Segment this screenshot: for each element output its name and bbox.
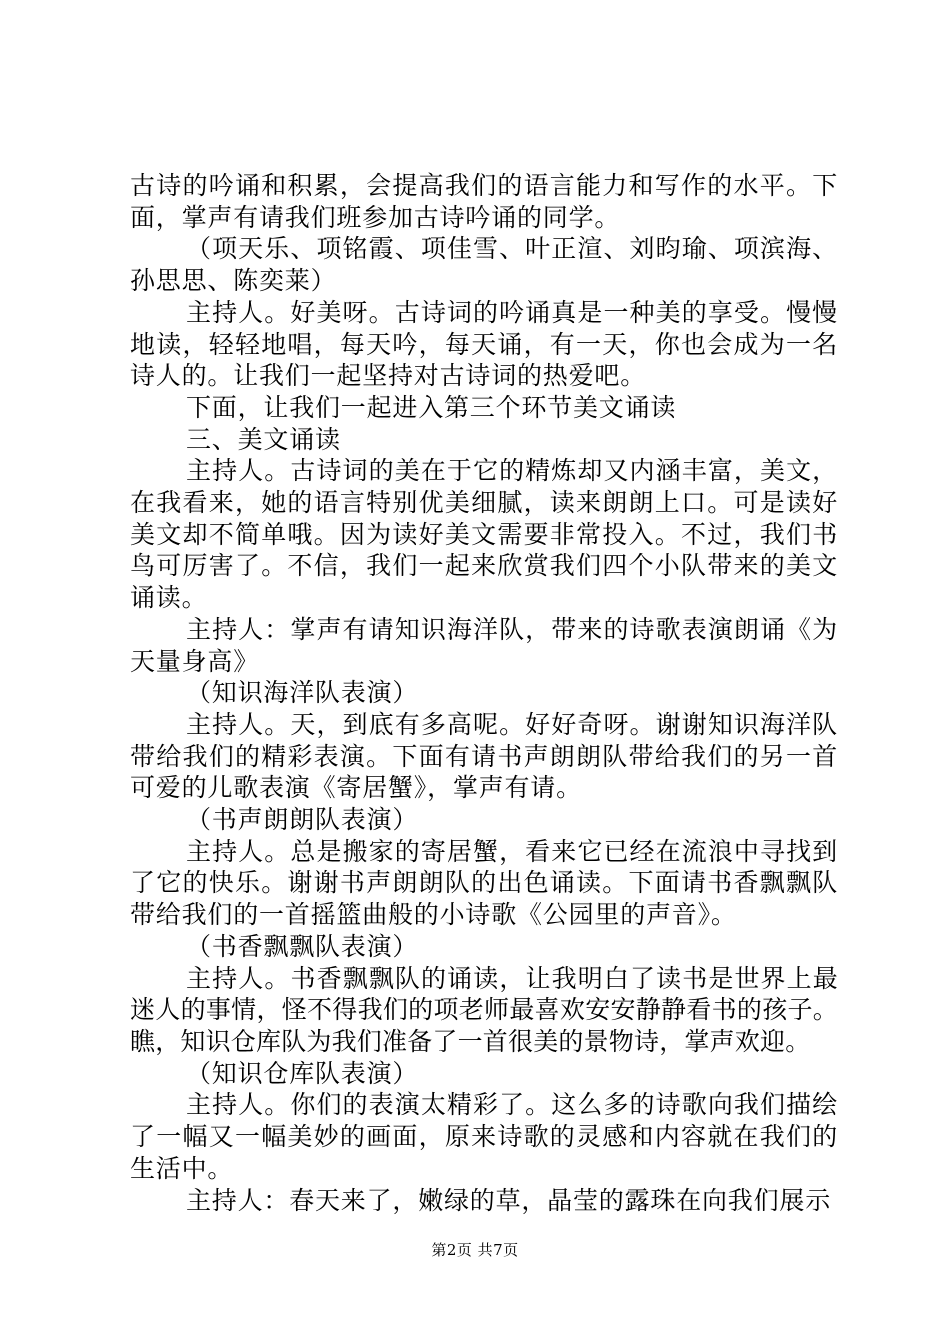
paragraph-intro-continued: 古诗的吟诵和积累，会提高我们的语言能力和写作的水平。下面，掌声有请我们班参加古诗吟诵的同学。 [130, 171, 838, 232]
paragraph-student-list: （项天乐、项铭霞、项佳雪、叶正渲、刘昀瑜、项滨海、孙思思、陈奕莱） [130, 234, 838, 296]
paragraph-host-team3-invite: 主持人。总是搬家的寄居蟹，看来它已经在流浪中寻找到了它的快乐。谢谢书声朗朗队的出色诵读。下面请书香飘飘队带给我们的一首摇篮曲般的小诗歌《公园里的声音》。 [130, 836, 838, 930]
paragraph-transition: 下面，让我们一起进入第三个环节美文诵读 [186, 392, 677, 422]
section-heading-reading: 三、美文诵读 [186, 424, 341, 454]
stage-note-team4: （知识仓库队表演） [186, 1058, 419, 1088]
stage-note-team1: （知识海洋队表演） [186, 678, 419, 708]
paragraph-host-team2-invite: 主持人。天，到底有多高呢。好好奇呀。谢谢知识海洋队带给我们的精彩表演。下面有请书声朗朗队带给我们的另一首可爱的儿歌表演《寄居蟹》，掌声有请。 [130, 709, 838, 803]
paragraph-host-summary: 主持人。你们的表演太精彩了。这么多的诗歌向我们描绘了一幅又一幅美妙的画面，原来诗歌的灵感和内容就在我们的生活中。 [130, 1090, 838, 1183]
stage-note-team3: （书香飘飘队表演） [186, 931, 419, 961]
paragraph-host-spring: 主持人：春天来了，嫩绿的草，晶莹的露珠在向我们展示 [186, 1185, 832, 1215]
paragraph-host-reading-intro: 主持人。古诗词的美在于它的精炼却又内涵丰富，美文，在我看来，她的语言特别优美细腻，读来朗朗上口。可是读好美文却不简单哦。因为读好美文需要非常投入。不过，我们书鸟可厉害了。不信，我们一起来欣赏我们四个小队带来的美文诵读。 [130, 456, 838, 613]
document-body [130, 170, 838, 1216]
page-number-footer: 第2页 共7页 [431, 1241, 519, 1259]
paragraph-host-team4-invite: 主持人。书香飘飘队的诵读，让我明白了读书是世界上最迷人的事情，怪不得我们的项老师最喜欢安安静静看书的孩子。瞧，知识仓库队为我们准备了一首很美的景物诗，掌声欢迎。 [130, 963, 838, 1056]
paragraph-host-team1-invite: 主持人：掌声有请知识海洋队，带来的诗歌表演朗诵《为天量身高》 [130, 614, 838, 676]
stage-note-team2: （书声朗朗队表演） [186, 805, 419, 835]
paragraph-host-poetry-praise: 主持人。好美呀。古诗词的吟诵真是一种美的享受。慢慢地读，轻轻地唱，每天吟，每天诵，有一天，你也会成为一名诗人的。让我们一起坚持对古诗词的热爱吧。 [130, 297, 838, 391]
